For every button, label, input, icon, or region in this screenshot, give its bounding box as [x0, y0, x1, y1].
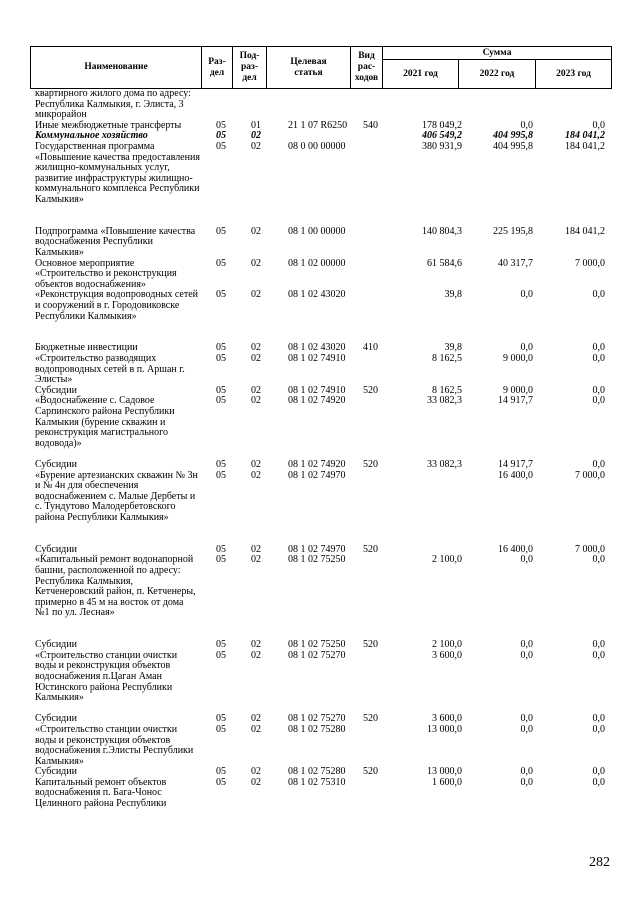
- row-podrazdel: 02: [251, 766, 261, 778]
- row-sum-2022: 9 000,0: [503, 384, 533, 396]
- row-celevaya: 08 1 02 00000: [288, 257, 346, 269]
- row-podrazdel: 02: [251, 469, 261, 481]
- row-sum-2023: 0,0: [592, 554, 605, 566]
- row-razdel: 05: [216, 639, 226, 651]
- row-name: «Строительство станции очистки воды и реконструкция объектов водоснабжения г.Элисты Республики Калмыкия»: [35, 723, 194, 767]
- row-sum-2023: 0,0: [592, 713, 605, 725]
- row-razdel: 05: [216, 140, 226, 152]
- row-name: Субсидии: [35, 543, 77, 555]
- row-name: Иные межбюджетные трансферты: [35, 119, 182, 131]
- row-vid: 520: [363, 384, 378, 396]
- row-podrazdel: 02: [251, 713, 261, 725]
- row-sum-2023: 0,0: [592, 458, 605, 470]
- row-razdel: 05: [216, 458, 226, 470]
- row-sum-2022: 0,0: [520, 776, 533, 788]
- row-sum-2021: 39,8: [444, 289, 462, 301]
- row-razdel: 05: [216, 384, 226, 396]
- row-vid: 520: [363, 766, 378, 778]
- row-podrazdel: 02: [251, 257, 261, 269]
- row-sum-2023: 0,0: [592, 352, 605, 364]
- row-sum-2021: 8 162,5: [432, 384, 462, 396]
- row-sum-2022: 0,0: [520, 723, 533, 735]
- row-name: Государственная программа «Повышение качества предоставления жилищно-коммунальных услуг, развитие инфраструктуры жилищно-коммунального комплекса Республики Калмыкия»: [35, 140, 200, 205]
- row-sum-2023: 7 000,0: [575, 257, 605, 269]
- row-sum-2022: 16 400,0: [498, 469, 533, 481]
- row-sum-2023: 0,0: [592, 289, 605, 301]
- row-sum-2021: 2 100,0: [432, 554, 462, 566]
- row-podrazdel: 02: [251, 289, 261, 301]
- header-2021: 2021 год: [383, 60, 459, 89]
- row-name: Субсидии: [35, 384, 77, 396]
- row-sum-2023: 0,0: [592, 342, 605, 354]
- row-celevaya: 08 1 02 75280: [288, 766, 346, 778]
- row-celevaya: 08 1 02 74920: [288, 458, 346, 470]
- row-sum-2022: 0,0: [520, 289, 533, 301]
- row-sum-2023: 7 000,0: [575, 543, 605, 555]
- row-name: квартирного жилого дома по адресу: Республика Калмыкия, г. Элиста, 3 микрорайон: [35, 88, 191, 121]
- row-celevaya: 08 1 02 75250: [288, 639, 346, 651]
- row-sum-2022: 404 995,8: [493, 130, 533, 142]
- row-razdel: 05: [216, 257, 226, 269]
- row-sum-2021: 8 162,5: [432, 352, 462, 364]
- row-name: Субсидии: [35, 639, 77, 651]
- row-sum-2022: 9 000,0: [503, 352, 533, 364]
- table-row: [30, 259, 611, 291]
- row-sum-2021: 33 082,3: [427, 395, 462, 407]
- row-celevaya: 08 1 02 75310: [288, 776, 346, 788]
- header-vid: Вид рас- ходов: [351, 47, 383, 89]
- table-row: [30, 778, 611, 810]
- row-podrazdel: 02: [251, 543, 261, 555]
- row-sum-2021: 2 100,0: [432, 639, 462, 651]
- row-sum-2022: 40 317,7: [498, 257, 533, 269]
- table-row: [30, 290, 611, 343]
- row-sum-2021: 3 600,0: [432, 713, 462, 725]
- row-razdel: 05: [216, 225, 226, 237]
- row-name: Бюджетные инвестиции: [35, 342, 138, 354]
- row-name: «Реконструкция водопроводных сетей и сооружений в г. Городовиковске Республики Калмыкия»: [35, 289, 199, 322]
- row-celevaya: 08 0 00 00000: [288, 140, 346, 152]
- row-sum-2022: 0,0: [520, 766, 533, 778]
- row-vid: 520: [363, 543, 378, 555]
- row-celevaya: 08 1 02 43020: [288, 342, 346, 354]
- row-vid: 520: [363, 713, 378, 725]
- row-sum-2022: 225 195,8: [493, 225, 533, 237]
- row-name: Основное мероприятие «Строительство и реконструкция объектов водоснабжения»: [35, 257, 177, 290]
- row-podrazdel: 02: [251, 639, 261, 651]
- row-sum-2021: 1 600,0: [432, 776, 462, 788]
- row-name: Субсидии: [35, 458, 77, 470]
- header-name: Наименование: [31, 47, 202, 89]
- row-celevaya: 08 1 02 75270: [288, 649, 346, 661]
- row-sum-2023: 0,0: [592, 776, 605, 788]
- row-name: «Строительство станции очистки воды и реконструкция объектов водоснабжения п.Цаган Аман Юстинского района Республики Калмыкия»: [35, 649, 178, 704]
- row-razdel: 05: [216, 713, 226, 725]
- table-row: [30, 725, 611, 767]
- row-razdel: 05: [216, 352, 226, 364]
- row-razdel: 05: [216, 342, 226, 354]
- row-podrazdel: 02: [251, 776, 261, 788]
- table-row: [30, 227, 611, 259]
- page-number: 282: [589, 855, 610, 870]
- row-razdel: 05: [216, 554, 226, 566]
- table-row: [30, 651, 611, 715]
- row-sum-2022: 0,0: [520, 639, 533, 651]
- row-sum-2021: 39,8: [444, 342, 462, 354]
- row-sum-2023: 0,0: [592, 649, 605, 661]
- row-sum-2022: 0,0: [520, 713, 533, 725]
- row-razdel: 05: [216, 543, 226, 555]
- row-sum-2022: 14 917,7: [498, 458, 533, 470]
- header-summa: Сумма: [383, 47, 612, 60]
- row-celevaya: 08 1 02 75270: [288, 713, 346, 725]
- row-sum-2021: 3 600,0: [432, 649, 462, 661]
- row-sum-2023: 7 000,0: [575, 469, 605, 481]
- row-razdel: 05: [216, 649, 226, 661]
- row-sum-2022: 0,0: [520, 119, 533, 131]
- row-sum-2021: 13 000,0: [427, 766, 462, 778]
- row-celevaya: 08 1 02 75280: [288, 723, 346, 735]
- row-podrazdel: 02: [251, 554, 261, 566]
- row-podrazdel: 02: [251, 130, 261, 142]
- row-name: Капитальный ремонт объектов водоснабжения п. Бага-Чонос Целинного района Республики: [35, 776, 167, 810]
- row-podrazdel: 02: [251, 395, 261, 407]
- row-name: «Строительство разводящих водопроводных сетей в п. Аршан г. Элисты»: [35, 352, 185, 386]
- table-row: [30, 142, 611, 227]
- row-name: Субсидии: [35, 766, 77, 778]
- row-sum-2023: 0,0: [592, 119, 605, 131]
- row-vid: 520: [363, 458, 378, 470]
- row-razdel: 05: [216, 119, 226, 131]
- row-podrazdel: 02: [251, 723, 261, 735]
- row-sum-2023: 184 041,2: [565, 225, 605, 237]
- row-name: «Капитальный ремонт водонапорной башни, расположенной по адресу: Республика Калмыкия, Кетченеровский район, п. Кетченеры, примерно в 45 м на восток от дома №1 по ул. Лесная»: [35, 554, 196, 619]
- table-row: [30, 460, 611, 471]
- table-body: [30, 89, 611, 810]
- row-podrazdel: 02: [251, 225, 261, 237]
- row-sum-2023: 0,0: [592, 384, 605, 396]
- row-sum-2021: 178 049,2: [422, 119, 462, 131]
- table-row: [30, 396, 611, 460]
- row-podrazdel: 02: [251, 140, 261, 152]
- row-sum-2021: 61 584,6: [427, 257, 462, 269]
- row-podrazdel: 02: [251, 384, 261, 396]
- row-razdel: 05: [216, 289, 226, 301]
- row-sum-2023: 0,0: [592, 395, 605, 407]
- row-sum-2023: 0,0: [592, 639, 605, 651]
- row-podrazdel: 02: [251, 649, 261, 661]
- row-sum-2023: 0,0: [592, 723, 605, 735]
- row-celevaya: 08 1 02 74970: [288, 543, 346, 555]
- row-sum-2022: 0,0: [520, 649, 533, 661]
- row-razdel: 05: [216, 469, 226, 481]
- row-razdel: 05: [216, 776, 226, 788]
- row-celevaya: 08 1 02 75250: [288, 554, 346, 566]
- row-sum-2022: 0,0: [520, 342, 533, 354]
- table-row: [30, 471, 611, 545]
- header-2022: 2022 год: [459, 60, 536, 89]
- row-sum-2022: 404 995,8: [493, 140, 533, 152]
- row-razdel: 05: [216, 766, 226, 778]
- row-name: Коммунальное хозяйство: [35, 130, 148, 142]
- table-row: [30, 354, 611, 386]
- row-name: «Бурение артезианских скважин № 3н и № 4н для обеспечения водоснабжением с. Малые Дербеты и с. Тундутово Малодербетовского района Республики Калмыкия»: [35, 469, 198, 523]
- table-row: [30, 555, 611, 640]
- row-podrazdel: 02: [251, 352, 261, 364]
- row-sum-2022: 0,0: [520, 554, 533, 566]
- row-sum-2022: 14 917,7: [498, 395, 533, 407]
- row-celevaya: 08 1 02 74910: [288, 352, 346, 364]
- row-sum-2023: 184 041,2: [565, 130, 605, 142]
- row-vid: 520: [363, 639, 378, 651]
- row-sum-2021: 406 549,2: [422, 130, 462, 142]
- row-sum-2021: 380 931,9: [422, 140, 462, 152]
- row-celevaya: 08 1 02 74970: [288, 469, 346, 481]
- row-vid: 410: [363, 342, 378, 354]
- row-razdel: 05: [216, 723, 226, 735]
- row-podrazdel: 01: [251, 119, 261, 131]
- row-sum-2023: 184 041,2: [565, 140, 605, 152]
- row-sum-2022: 16 400,0: [498, 543, 533, 555]
- row-celevaya: 21 1 07 R6250: [288, 119, 348, 131]
- row-celevaya: 08 1 00 00000: [288, 225, 346, 237]
- row-celevaya: 08 1 02 74920: [288, 395, 346, 407]
- row-celevaya: 08 1 02 74910: [288, 384, 346, 396]
- header-razdel: Раз- дел: [202, 47, 233, 89]
- row-razdel: 05: [216, 395, 226, 407]
- row-sum-2023: 0,0: [592, 766, 605, 778]
- row-name: «Водоснабжение с. Садовое Сарпинского района Республики Калмыкия (бурение скважин и реконструкция магистрального водовода)»: [35, 395, 175, 449]
- row-sum-2021: 13 000,0: [427, 723, 462, 735]
- row-name: Подпрограмма «Повышение качества водоснабжения Республики Калмыкия»: [35, 225, 196, 258]
- row-sum-2021: 140 804,3: [422, 225, 462, 237]
- row-podrazdel: 02: [251, 342, 261, 354]
- row-celevaya: 08 1 02 43020: [288, 289, 346, 301]
- row-name: Субсидии: [35, 713, 77, 725]
- header-2023: 2023 год: [536, 60, 612, 89]
- row-sum-2021: 33 082,3: [427, 458, 462, 470]
- header-celevaya: Целевая статья: [267, 47, 351, 89]
- header-podrazdel: Под- раз- дел: [233, 47, 267, 89]
- table-row: [30, 89, 611, 121]
- row-razdel: 05: [216, 130, 226, 142]
- table-header: [30, 46, 612, 89]
- row-podrazdel: 02: [251, 458, 261, 470]
- row-vid: 540: [363, 119, 378, 131]
